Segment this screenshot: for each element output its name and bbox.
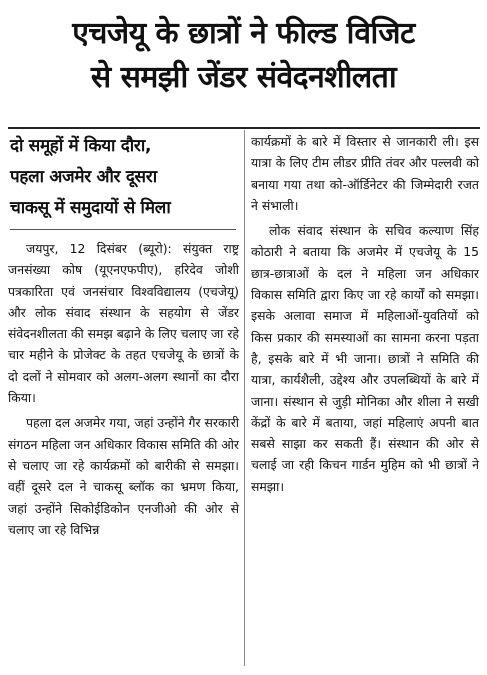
article-paragraph-2-continued: कार्यक्रमों के बारे में विस्तार से जानकारी ली। इस यात्रा के लिए टीम लीडर प्रीति तंवर और पल्लवी को बनाया गया तथा को-ऑर्डिनेटर की जिम्मेदारी रजत ने संभाली। <box>251 134 479 213</box>
subheadline-line-1: दो समूहों में किया दौरा, <box>10 136 152 156</box>
article-paragraph-3: लोक संवाद संस्थान के सचिव कल्याण सिंह कोठारी ने बताया कि अजमेर में एचजेयू के 15 छात्र-छात्राओं के दल ने महिला जन अधिकार विकास समिति द्वारा किए जा रहे कार्यों को समझा। इसके अलावा समाज में महिलाओं-युवतियों को किस प्रकार की समस्याओं का सामना करना पड़ता है, इसके बारे में भी जाना। छात्रों ने समिति की यात्रा, कार्यशैली, उद्देश्य और उपलब्धियों के बारे में जाना। संस्थान से जुड़ी मोनिका और शीला ने सखी केंद्रों के बारे में बताया, जहां महिलाएं अपनी बात सबसे साझा कर सकती हैं। संस्थान की ओर से चलाई जा रही किचन गार्डन मुहिम को भी छात्रों ने समझा। <box>251 223 479 494</box>
headline <box>6 12 481 100</box>
article-paragraph-2: पहला दल अजमेर गया, जहां उन्होंने गैर सरकारी संगठन महिला जन अधिकार विकास समिति की ओर से चलाए जा रहे कार्यक्रमों को बारीकी से समझा। वहीं दूसरे दल ने चाकसू ब्लॉक का भ्रमण किया, जहां उन्होंने सिकोईडिकोन एनजीओ की ओर से चलाए जा रहे विभिन्न <box>8 415 239 537</box>
headline-line-1: एचजेयू के छात्रों ने फील्ड विजिट <box>72 16 415 51</box>
subheadline-line-2: पहला अजमेर और दूसरा <box>10 167 157 187</box>
article-column-left <box>8 238 239 540</box>
article-paragraph-1: जयपुर, 12 दिसंबर (ब्यूरो): संयुक्त राष्ट्र जनसंख्या कोष (यूएनएफपीए), हरिदेव जोशी पत्रकारिता एवं जनसंचार विश्वविद्यालय (एचजेयू) और लोक संवाद संस्थान के सहयोग से जेंडर संवेदनशीलता की समझ बढ़ाने के लिए चलाए जा रहे चार महीने के प्रोजेक्ट के तहत एचजेयू के छात्रों के दो दलों ने सोमवार को अलग-अलग स्थानों का दौरा किया। <box>8 241 239 406</box>
headline-line-2: से समझी जेंडर संवेदनशीलता <box>90 60 397 95</box>
subheadline <box>10 131 236 224</box>
subheadline-divider <box>10 229 236 230</box>
column-divider <box>244 130 245 666</box>
subheadline-line-3: चाकसू में समुदायों से मिला <box>10 198 171 218</box>
headline-divider <box>8 127 480 129</box>
article-column-right <box>251 131 479 497</box>
